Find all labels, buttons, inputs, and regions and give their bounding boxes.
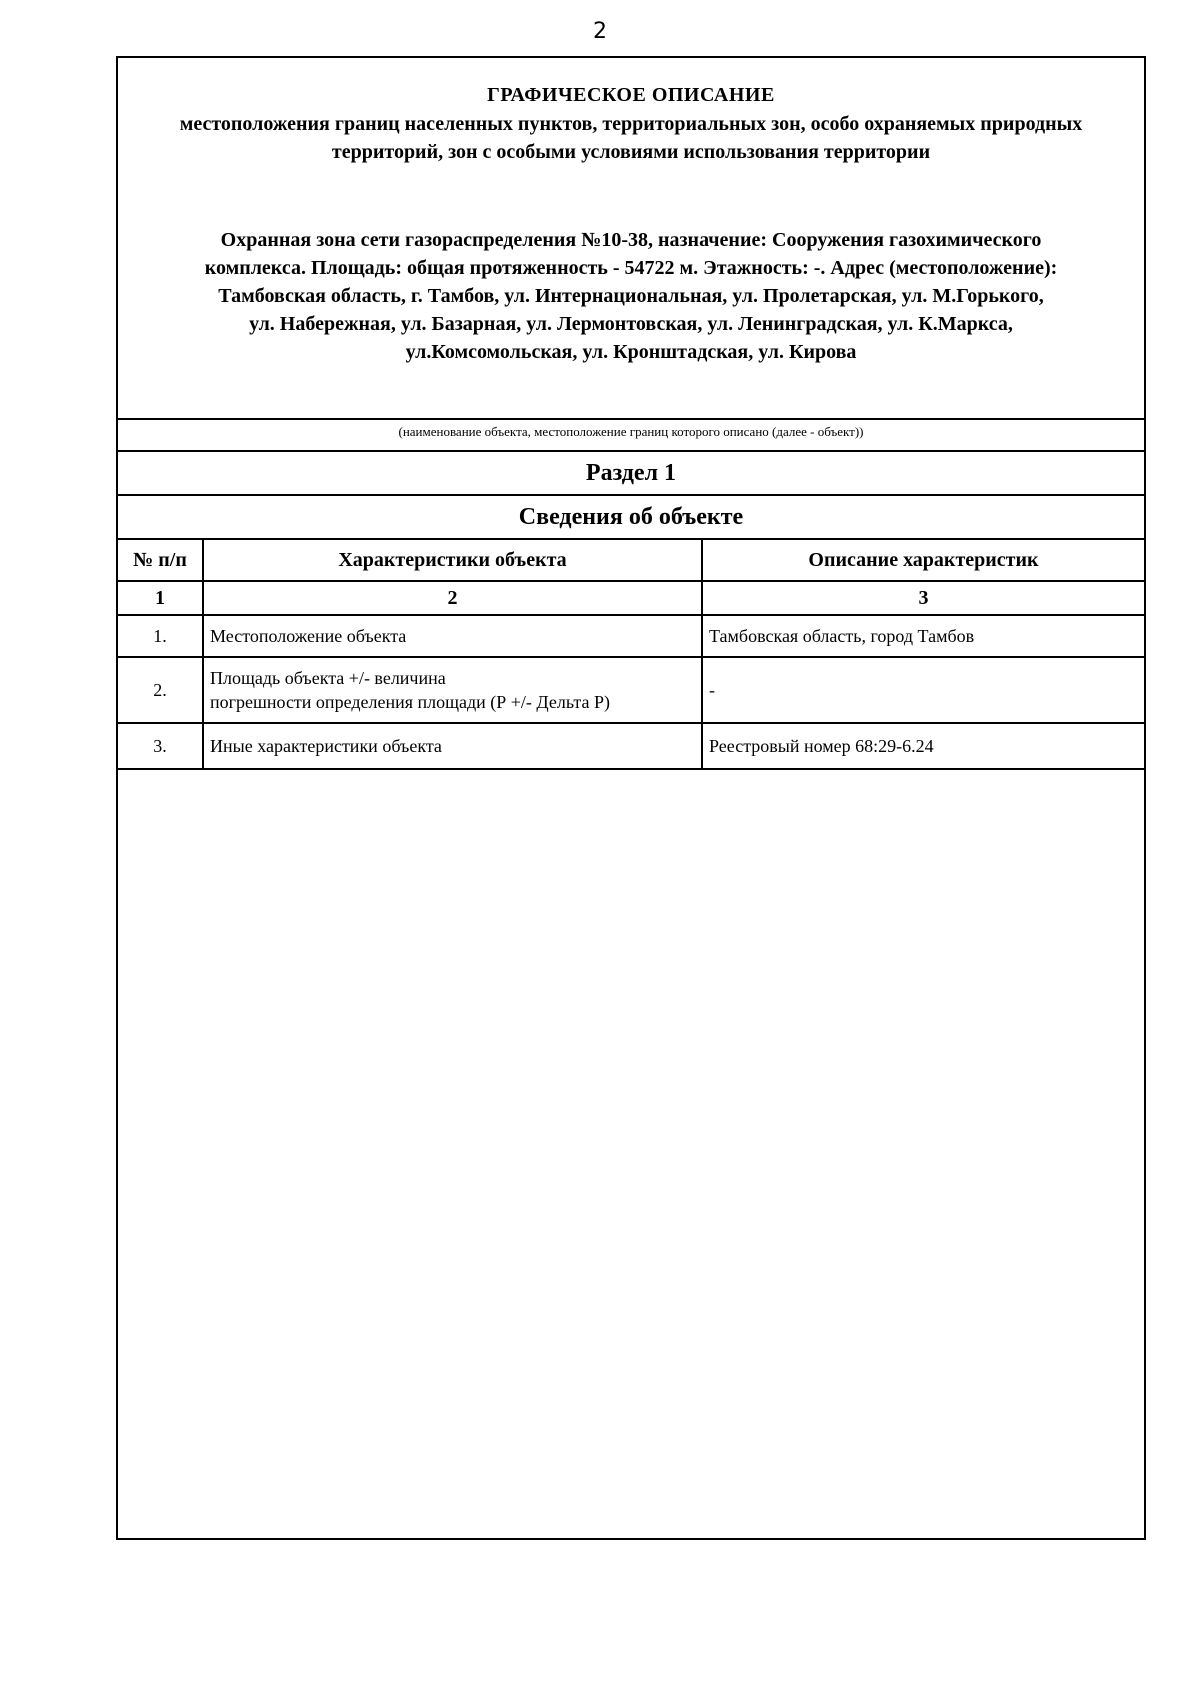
object-name-line: Тамбовская область, г. Тамбов, ул. Интернациональная, ул. Пролетарская, ул. М.Горького,: [218, 285, 1044, 307]
section-label: Раздел 1: [118, 450, 1144, 494]
row-description: Тамбовская область, город Тамбов: [702, 615, 1144, 657]
document-title: ГРАФИЧЕСКОЕ ОПИСАНИЕ: [487, 84, 775, 106]
document-subtitle: местоположения границ населенных пунктов, территориальных зон, особо охраняемых природных территорий, зон с особыми условиями использования территории: [179, 113, 1083, 163]
column-header-number: № п/п: [118, 539, 203, 581]
object-info-table: [118, 538, 1144, 770]
section-title: Сведения об объекте: [118, 494, 1144, 538]
object-caption: (наименование объекта, местоположение границ которого описано (далее - объект)): [118, 418, 1144, 450]
column-number-row: [118, 581, 1144, 615]
object-name: [128, 226, 1134, 366]
table-row: [118, 615, 1144, 657]
table-header-row: [118, 539, 1144, 581]
column-number: 3: [702, 581, 1144, 615]
row-characteristic-line: погрешности определения площади (Р +/- Дельта Р): [210, 692, 610, 712]
object-name-line: ул.Комсомольская, ул. Кронштадская, ул. Кирова: [405, 341, 857, 363]
table-row: [118, 723, 1144, 769]
row-number: 3.: [118, 723, 203, 769]
object-name-line: Охранная зона сети газораспределения №10-38, назначение: Сооружения газохимического: [220, 229, 1042, 251]
row-description: Реестровый номер 68:29-6.24: [702, 723, 1144, 769]
table-row: [118, 657, 1144, 723]
object-name-line: комплекса. Площадь: общая протяженность - 54722 м. Этажность: -. Адрес (местоположение):: [204, 257, 1058, 279]
column-number: 1: [118, 581, 203, 615]
row-characteristic: Местоположение объекта: [203, 615, 702, 657]
column-header-characteristic: Характеристики объекта: [203, 539, 702, 581]
column-header-description: Описание характеристик: [702, 539, 1144, 581]
row-characteristic: [203, 657, 702, 723]
row-characteristic-line: Площадь объекта +/- величина: [210, 668, 446, 688]
row-description: -: [702, 657, 1144, 723]
row-number: 1.: [118, 615, 203, 657]
document-header: [118, 58, 1144, 418]
row-characteristic: Иные характеристики объекта: [203, 723, 702, 769]
column-number: 2: [203, 581, 702, 615]
page-number: 2: [593, 19, 607, 44]
document-frame: [116, 56, 1146, 1540]
row-number: 2.: [118, 657, 203, 723]
object-name-line: ул. Набережная, ул. Базарная, ул. Лермонтовская, ул. Ленинградская, ул. К.Маркса,: [249, 313, 1013, 335]
